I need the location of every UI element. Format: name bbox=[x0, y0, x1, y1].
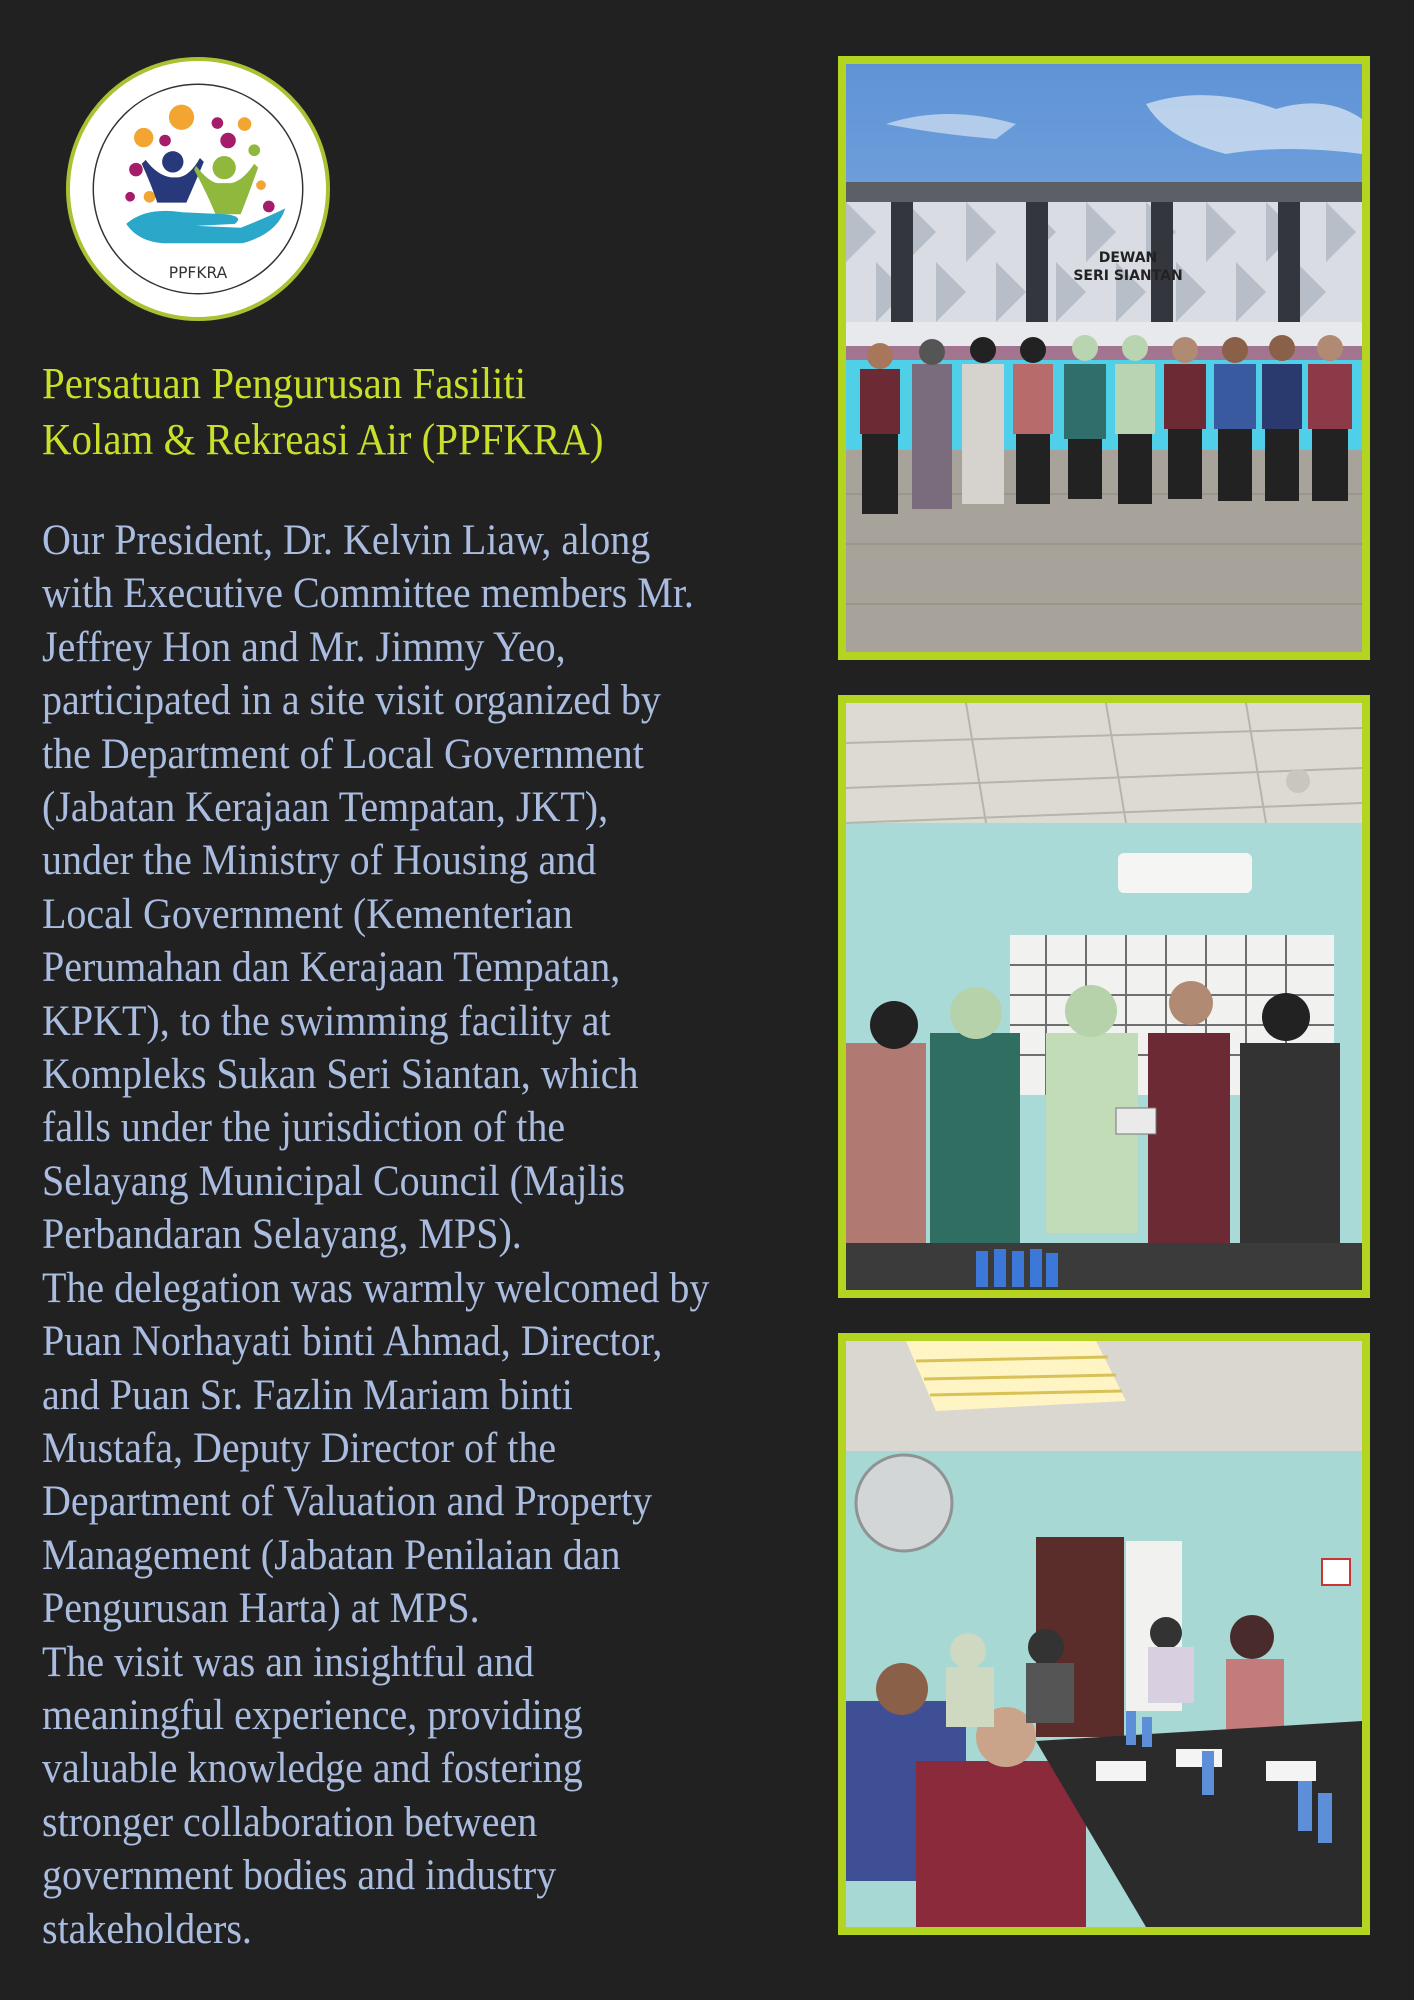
body-line: Local Government (Kementerian bbox=[42, 890, 573, 938]
body-line: Pengurusan Harta) at MPS. bbox=[42, 1585, 480, 1633]
ppfkra-logo bbox=[66, 57, 330, 321]
hall-sign-line2: SERI SIANTAN bbox=[1073, 268, 1183, 284]
body-line: meaningful experience, providing bbox=[42, 1691, 583, 1739]
body-line: Kompleks Sukan Seri Siantan, which bbox=[42, 1051, 639, 1099]
article-body bbox=[42, 514, 767, 1956]
body-line: Perbandaran Selayang, MPS). bbox=[42, 1211, 522, 1259]
ppfkra-logo-icon bbox=[70, 61, 326, 317]
body-line: stakeholders. bbox=[42, 1905, 252, 1953]
photo-group-outside-hall bbox=[838, 56, 1370, 660]
photo-office-presentation bbox=[838, 695, 1370, 1298]
office-photo-image bbox=[846, 703, 1362, 1290]
body-line: with Executive Committee members Mr. bbox=[42, 570, 694, 618]
photo-meeting-room bbox=[838, 1333, 1370, 1935]
body-line: under the Ministry of Housing and bbox=[42, 837, 597, 885]
body-line: government bodies and industry bbox=[42, 1852, 557, 1900]
body-line: valuable knowledge and fostering bbox=[42, 1745, 583, 1793]
body-line: stronger collaboration between bbox=[42, 1798, 538, 1846]
body-line: and Puan Sr. Fazlin Mariam binti bbox=[42, 1371, 573, 1419]
body-line: The visit was an insightful and bbox=[42, 1638, 535, 1686]
logo-text: PPFKRA bbox=[168, 264, 228, 283]
body-line: KPKT), to the swimming facility at bbox=[42, 997, 611, 1045]
body-line: Jeffrey Hon and Mr. Jimmy Yeo, bbox=[42, 623, 566, 671]
title-line: Kolam & Rekreasi Air (PPFKRA) bbox=[42, 415, 604, 464]
body-line: Selayang Municipal Council (Majlis bbox=[42, 1157, 626, 1205]
body-line: Management (Jabatan Penilaian dan bbox=[42, 1531, 621, 1579]
page-title bbox=[42, 356, 749, 468]
title-line: Persatuan Pengurusan Fasiliti bbox=[42, 359, 527, 408]
group-photo-image bbox=[846, 64, 1362, 652]
body-line: Department of Valuation and Property bbox=[42, 1478, 653, 1526]
body-line: Puan Norhayati binti Ahmad, Director, bbox=[42, 1318, 663, 1366]
body-line: (Jabatan Kerajaan Tempatan, JKT), bbox=[42, 784, 609, 832]
body-line: the Department of Local Government bbox=[42, 730, 644, 778]
body-line: falls under the jurisdiction of the bbox=[42, 1104, 566, 1152]
body-line: participated in a site visit organized by bbox=[42, 677, 661, 725]
meeting-photo-image bbox=[846, 1341, 1362, 1927]
hall-sign-line1: DEWAN bbox=[1098, 250, 1158, 266]
body-line: Perumahan dan Kerajaan Tempatan, bbox=[42, 944, 621, 992]
body-line: Our President, Dr. Kelvin Liaw, along bbox=[42, 517, 651, 564]
body-line: The delegation was warmly welcomed by bbox=[42, 1264, 710, 1312]
body-line: Mustafa, Deputy Director of the bbox=[42, 1424, 557, 1472]
